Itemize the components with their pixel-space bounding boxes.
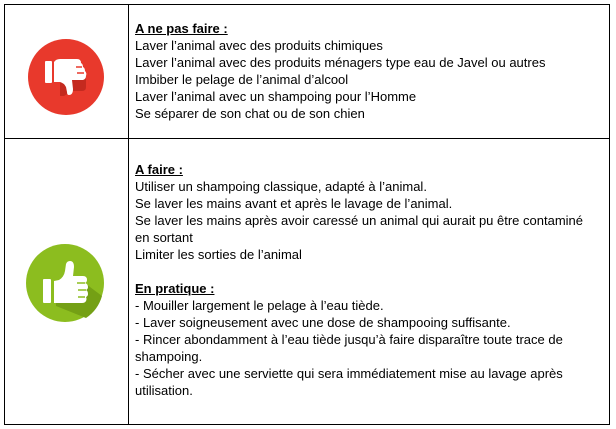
do-heading: A faire : — [135, 162, 183, 177]
dont-row — [5, 5, 609, 139]
dont-heading: A ne pas faire : — [135, 21, 228, 36]
column-divider — [128, 5, 129, 138]
thumbs-down-icon — [28, 39, 104, 115]
dont-item: Laver l’animal avec des produits ménagers type eau de Javel ou autres — [135, 55, 546, 70]
do-item: Utiliser un shampoing classique, adapté à l’animal. — [135, 179, 427, 194]
practice-item: - Rincer abondamment à l’eau tiède jusqu’à faire disparaître toute trace de — [135, 332, 563, 347]
dont-icon-cell — [5, 5, 128, 138]
dont-item: Se séparer de son chat ou de son chien — [135, 106, 365, 121]
advice-table — [4, 4, 610, 425]
do-item: Se laver les mains avant et après le lavage de l’animal. — [135, 196, 453, 211]
do-text-cell — [135, 139, 603, 424]
practice-item: shampoing. — [135, 349, 203, 364]
do-item: Limiter les sorties de l’animal — [135, 247, 302, 262]
dont-item: Laver l’animal avec des produits chimiques — [135, 38, 383, 53]
column-divider — [128, 139, 129, 424]
dont-item: Imbiber le pelage de l’animal d’alcool — [135, 72, 349, 87]
do-item: Se laver les mains après avoir caressé un animal qui aurait pu être contaminé — [135, 213, 584, 228]
practice-item: utilisation. — [135, 383, 193, 398]
do-row — [5, 139, 609, 424]
practice-item: - Laver soigneusement avec une dose de shampooing suffisante. — [135, 315, 511, 330]
do-item: en sortant — [135, 230, 193, 245]
dont-text-cell — [135, 5, 603, 138]
do-icon-cell — [5, 139, 128, 424]
practice-heading: En pratique : — [135, 281, 215, 296]
practice-item: - Mouiller largement le pelage à l’eau tiède. — [135, 298, 384, 313]
practice-item: - Sécher avec une serviette qui sera immédiatement mise au lavage après — [135, 366, 563, 381]
thumbs-up-icon — [26, 244, 104, 322]
dont-item: Laver l’animal avec un shampoing pour l’Homme — [135, 89, 417, 104]
